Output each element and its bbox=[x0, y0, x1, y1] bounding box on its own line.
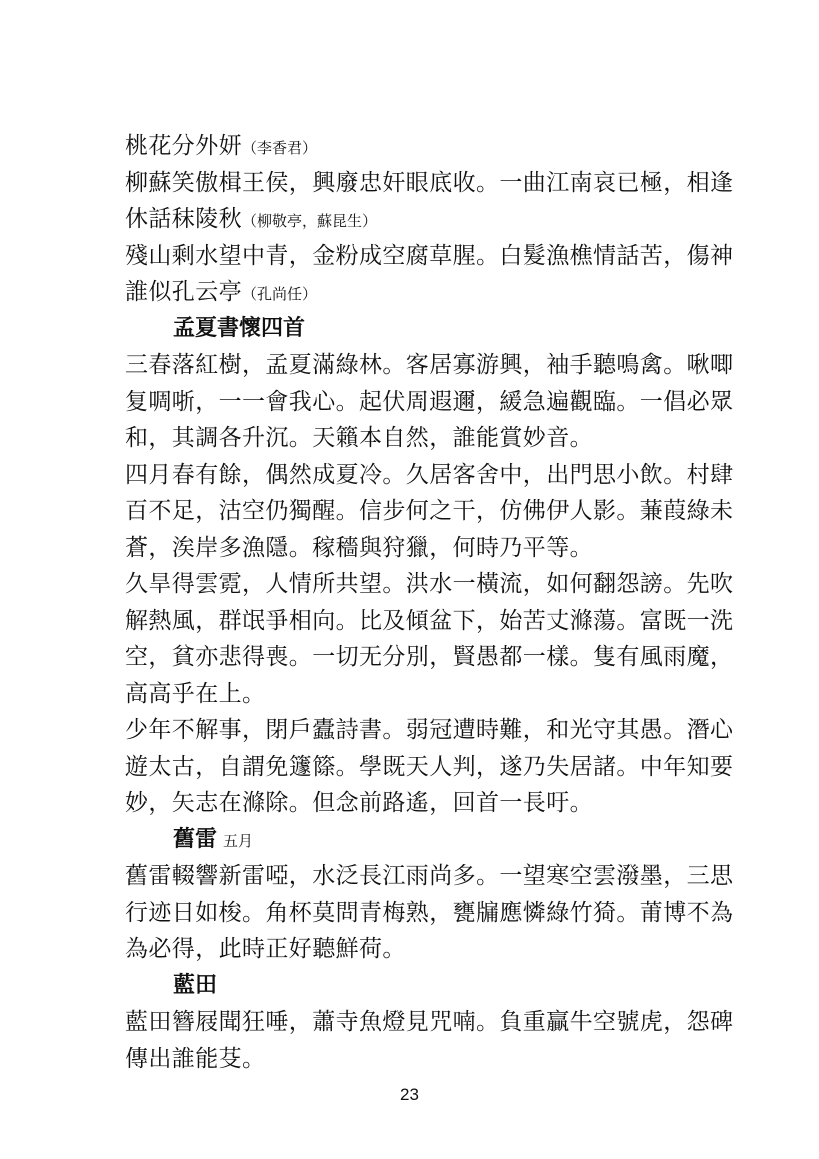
poem-line: 四月春有餘，偶然成夏冷。久居客舍中，出門思小飲。村肆 bbox=[125, 461, 734, 488]
poem-line: 行迹日如梭。角杯莫問青梅熟，甕牖應憐綠竹猗。莆博不為 bbox=[125, 899, 734, 926]
section-title-text: 藍田 bbox=[173, 972, 218, 998]
author-note: （李香君） bbox=[242, 139, 318, 157]
poem-line: 复啁哳，一一會我心。起伏周遐邇，緩急遍觀臨。一倡必眾 bbox=[125, 388, 734, 415]
author-note: （孔尚任） bbox=[242, 285, 318, 303]
poem-line: 傳出誰能芟。 bbox=[125, 1045, 266, 1072]
section-title-text: 孟夏書懷四首 bbox=[173, 315, 306, 341]
poem-line: 為必得，此時正好聽鮮荷。 bbox=[125, 936, 406, 962]
poem-line: 久旱得雲霓，人情所共望。洪水一橫流，如何翻怨謗。先吹 bbox=[125, 571, 734, 597]
poem-line bbox=[125, 238, 734, 275]
page-body bbox=[125, 128, 734, 1077]
poem-line: 高高乎在上。 bbox=[125, 680, 266, 707]
section-title bbox=[125, 311, 730, 348]
section-title bbox=[125, 822, 730, 859]
section-title bbox=[125, 968, 730, 1005]
poem-line bbox=[125, 201, 730, 238]
poem-line: 舊雷輟響新雷啞，水泛長江雨尚多。一望寒空雲潑墨，三思 bbox=[125, 863, 734, 889]
line-text: 殘山剩水望中青，金粉成空腐草腥。白髮漁樵情話苦，傷神 bbox=[125, 242, 734, 269]
section-title-text: 舊雷 bbox=[173, 826, 218, 852]
poem-line: 少年不解事，閉戶蠹詩書。弱冠遭時難，和光守其愚。潛心 bbox=[125, 717, 734, 743]
page-number: 23 bbox=[400, 1085, 419, 1104]
poem-line: 蒼，涘岸多漁隱。稼穡與狩獵，何時乃平等。 bbox=[125, 534, 593, 561]
section-note: 五月 bbox=[223, 831, 254, 850]
poem-line: 百不足，沽空仍獨醒。信步何之干，仿佛伊人影。蒹葭綠未 bbox=[125, 498, 734, 524]
poem-line: 遊太古，自謂免籧篨。學既天人判，遂乃失居諸。中年知要 bbox=[125, 753, 734, 780]
poem-line bbox=[125, 274, 730, 311]
poem-line: 三春落紅樹，孟夏滿綠林。客居寡游興，袖手聽鳴禽。啾唧 bbox=[125, 352, 734, 378]
poem-line: 和，其調各升沉。天籟本自然，誰能賞妙音。 bbox=[125, 425, 593, 451]
line-text: 誰似孔云亭 bbox=[125, 279, 242, 305]
poem-line: 解熱風，群氓爭相向。比及傾盆下，始苦丈滌蕩。富既一洗 bbox=[125, 607, 734, 634]
author-note: （柳敬亭，蘇昆生） bbox=[242, 212, 378, 230]
line-text: 休話秣陵秋 bbox=[125, 206, 242, 232]
poem-line bbox=[125, 128, 730, 165]
poem-line: 藍田簪屐聞狂唾，蕭寺魚燈見咒喃。負重贏牛空號虎，怨碑 bbox=[125, 1009, 734, 1035]
poem-line: 妙，矢志在滌除。但念前路遙，回首一長吁。 bbox=[125, 790, 593, 816]
line-text: 桃花分外妍 bbox=[125, 133, 242, 159]
line-text: 柳蘇笑傲楫王侯，興廢忠奸眼底收。一曲江南哀已極，相逢 bbox=[125, 169, 734, 196]
poem-line bbox=[125, 165, 734, 202]
poem-line: 空，貧亦悲得喪。一切无分別，賢愚都一樣。隻有風雨魔， bbox=[125, 644, 734, 670]
